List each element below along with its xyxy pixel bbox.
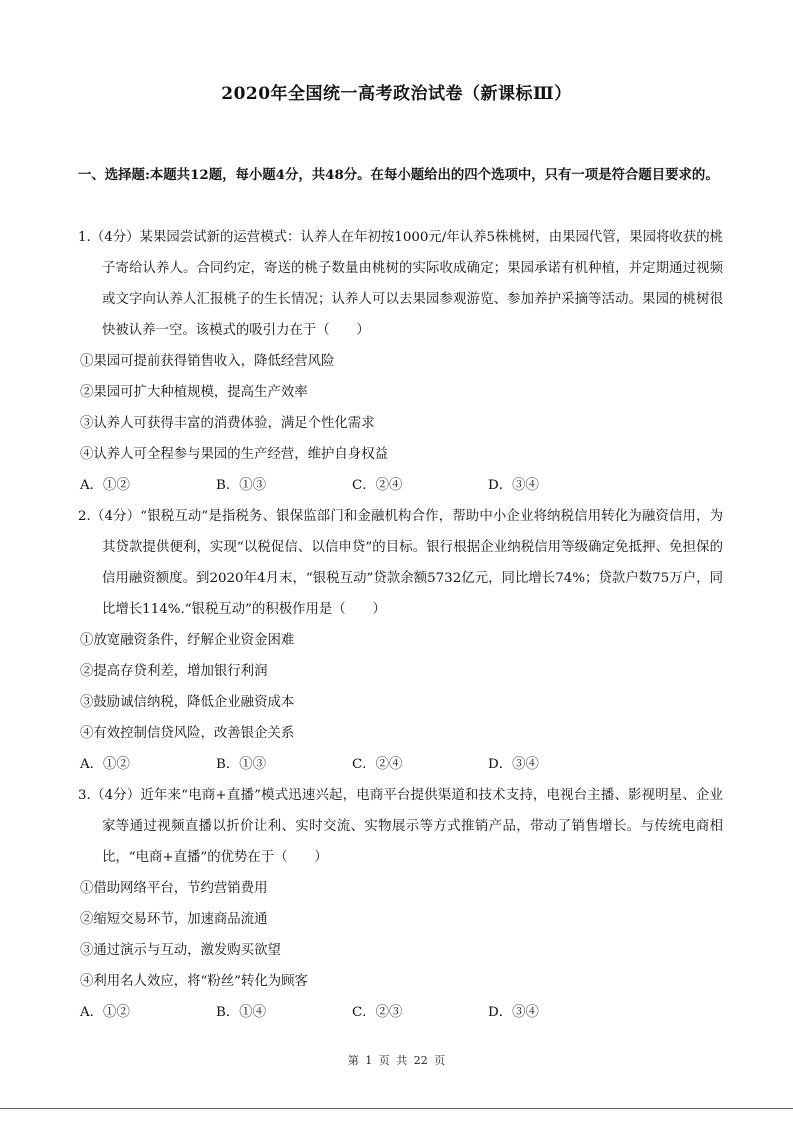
- choice-a: A．①②: [80, 1005, 130, 1020]
- page-footer: 第 1 页 共 22 页: [347, 1054, 446, 1067]
- question-1: [78, 222, 723, 501]
- choice-c: C．②④: [352, 757, 403, 772]
- choice-b: B．①③: [216, 478, 267, 493]
- choice-d: D．③④: [488, 1005, 539, 1020]
- answer-choices: [78, 997, 723, 1028]
- choice-c: C．②③: [352, 1005, 403, 1020]
- question-stem: 2.（4分）“银税互动”是指税务、银保监部门和金融机构合作，帮助中小企业将纳税信用转化为融资信用，为其贷款提供便利，实现“以税促信、以信申贷”的目标。银行根据企业纳税信用等级确定免抵押、免担保的信用融资额度。到2020年4月末，“银税互动”贷款余额5732亿元，同比增长74%；贷款户数75万户，同比增长114%.“银税互动”的积极作用是（ ）: [78, 509, 723, 617]
- question-3: [78, 780, 723, 1028]
- statement-option: ①借助网络平台，节约营销费用: [80, 881, 268, 896]
- question-stem: 1.（4分）某果园尝试新的运营模式：认养人在年初按1000元/年认养5株桃树，由果园代管，果园将收获的桃子寄给认养人。合同约定，寄送的桃子数量由桃树的实际收成确定；果园承诺有机种植，并定期通过视频或文字向认养人汇报桃子的生长情况；认养人可以去果园参观游览、参加养护采摘等活动。果园的桃树很快被认养一空。该模式的吸引力在于（ ）: [78, 230, 723, 338]
- question-2: [78, 501, 723, 780]
- statement-option: ③鼓励诚信纳税，降低企业融资成本: [80, 695, 295, 710]
- choice-a: A．①②: [80, 478, 130, 493]
- question-stem: 3.（4分）近年来“电商+直播”模式迅速兴起，电商平台提供渠道和技术支持，电视台主播、影视明星、企业家等通过视频直播以折价让利、实时交流、实物展示等方式推销产品，带动了销售增长。与传统电商相比，“电商+直播”的优势在于（ ）: [78, 788, 723, 865]
- statement-option: ②果园可扩大种植规模，提高生产效率: [80, 385, 308, 400]
- answer-choices: [78, 470, 723, 501]
- statement-option: ②提高存贷利差，增加银行利润: [80, 664, 268, 679]
- statement-option: ①果园可提前获得销售收入，降低经营风险: [80, 354, 335, 369]
- statement-option: ③通过演示与互动，激发购买欲望: [80, 943, 281, 958]
- statement-option: ③认养人可获得丰富的消费体验，满足个性化需求: [80, 416, 375, 431]
- choice-a: A．①②: [80, 757, 130, 772]
- choice-d: D．③④: [488, 478, 539, 493]
- statement-option: ④利用名人效应，将“粉丝”转化为顾客: [80, 974, 308, 989]
- answer-choices: [78, 749, 723, 780]
- choice-b: B．①④: [216, 1005, 267, 1020]
- choice-b: B．①③: [216, 757, 267, 772]
- choice-c: C．②④: [352, 478, 403, 493]
- statement-option: ①放宽融资条件，纾解企业资金困难: [80, 633, 295, 648]
- page-title: 2020年全国统一高考政治试卷（新课标Ⅲ）: [221, 84, 572, 104]
- section-heading: 一、选择题:本题共12题，每小题4分，共48分。在每小题给出的四个选项中，只有一项是符合题目要求的。: [78, 167, 719, 183]
- choice-d: D．③④: [488, 757, 539, 772]
- statement-option: ④认养人可全程参与果园的生产经营，维护自身权益: [80, 447, 388, 462]
- statement-option: ②缩短交易环节，加速商品流通: [80, 912, 268, 927]
- statement-option: ④有效控制信贷风险，改善银企关系: [80, 726, 295, 741]
- bottom-divider: [0, 1108, 793, 1109]
